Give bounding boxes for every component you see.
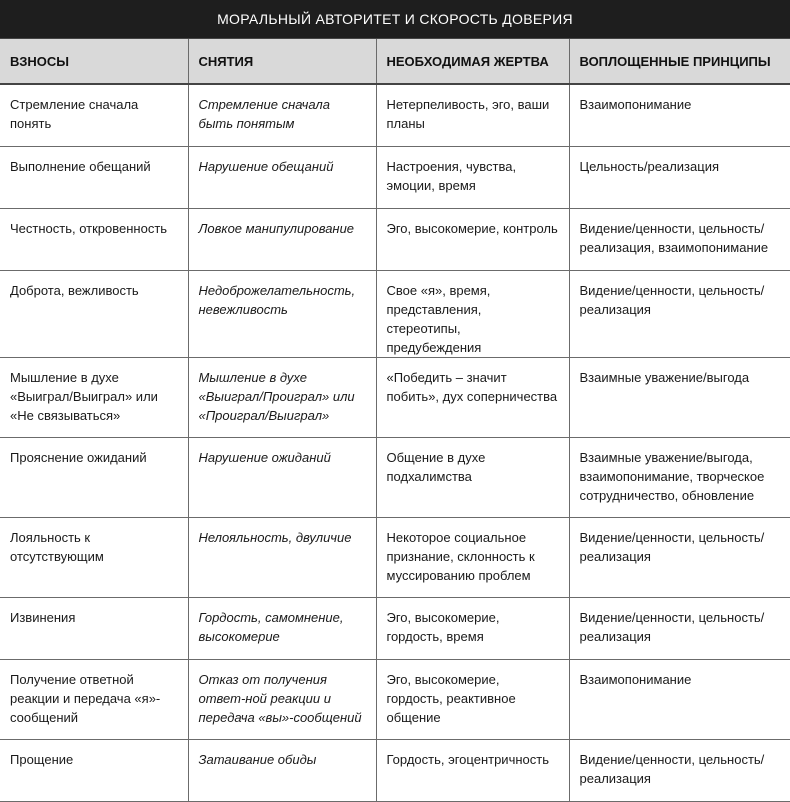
deposit-cell: Получение ответной реакции и передача «я»-сообщений — [0, 659, 188, 739]
principle-cell: Видение/ценности, цельность/ реализация — [569, 597, 790, 659]
withdrawal-cell: Гордость, самомнение, высокомерие — [188, 597, 376, 659]
principle-cell: Взаимные уважение/выгода — [569, 357, 790, 437]
sacrifice-cell: Настроения, чувства, эмоции, время — [376, 146, 569, 208]
deposit-cell: Извинения — [0, 597, 188, 659]
withdrawal-cell: Стремление сначала быть понятым — [188, 84, 376, 146]
sacrifice-cell: Эго, высокомерие, гордость, время — [376, 597, 569, 659]
table-title: МОРАЛЬНЫЙ АВТОРИТЕТ И СКОРОСТЬ ДОВЕРИЯ — [0, 0, 790, 38]
deposit-cell: Честность, откровенность — [0, 208, 188, 270]
header-sacrifice: НЕОБХОДИМАЯ ЖЕРТВА — [376, 39, 569, 85]
principle-cell: Видение/ценности, цельность/ реализация — [569, 517, 790, 597]
sacrifice-cell: «Победить – значит побить», дух соперничества — [376, 357, 569, 437]
sacrifice-cell: Некоторое социальное признание, склонность к муссированию проблем — [376, 517, 569, 597]
table-row — [0, 437, 790, 517]
withdrawal-cell: Ловкое манипулирование — [188, 208, 376, 270]
sacrifice-cell: Общение в духе подхалимства — [376, 437, 569, 517]
principle-cell: Видение/ценности, цельность/ реализация, взаимопонимание — [569, 208, 790, 270]
withdrawal-cell: Нарушение обещаний — [188, 146, 376, 208]
table-row — [0, 146, 790, 208]
header-row — [0, 39, 790, 85]
principle-cell: Взаимопонимание — [569, 659, 790, 739]
withdrawal-cell: Мышление в духе «Выиграл/Проиграл» или «Проиграл/Выиграл» — [188, 357, 376, 437]
sacrifice-cell: Эго, высокомерие, контроль — [376, 208, 569, 270]
table-row — [0, 357, 790, 437]
table-row — [0, 208, 790, 270]
principle-cell: Цельность/реализация — [569, 146, 790, 208]
table-row — [0, 659, 790, 739]
principle-cell: Взаимопонимание — [569, 84, 790, 146]
table-row — [0, 517, 790, 597]
deposit-cell: Мышление в духе «Выиграл/Выиграл» или «Не связываться» — [0, 357, 188, 437]
deposit-cell: Лояльность к отсутствующим — [0, 517, 188, 597]
withdrawal-cell: Недоброжелательность, невежливость — [188, 270, 376, 357]
table-row — [0, 270, 790, 357]
deposit-cell: Выполнение обещаний — [0, 146, 188, 208]
withdrawal-cell: Нелояльность, двуличие — [188, 517, 376, 597]
header-withdrawals: СНЯТИЯ — [188, 39, 376, 85]
table-body — [0, 84, 790, 801]
deposit-cell: Доброта, вежливость — [0, 270, 188, 357]
trust-table — [0, 38, 790, 802]
deposit-cell: Прощение — [0, 739, 188, 801]
table-row — [0, 597, 790, 659]
principle-cell: Видение/ценности, цельность/ реализация — [569, 739, 790, 801]
withdrawal-cell: Отказ от получения ответ-ной реакции и передача «вы»-сообщений — [188, 659, 376, 739]
sacrifice-cell: Гордость, эгоцентричность — [376, 739, 569, 801]
sacrifice-cell: Нетерпеливость, эго, ваши планы — [376, 84, 569, 146]
principle-cell: Видение/ценности, цельность/ реализация — [569, 270, 790, 357]
withdrawal-cell: Затаивание обиды — [188, 739, 376, 801]
table-row — [0, 84, 790, 146]
header-deposits: ВЗНОСЫ — [0, 39, 188, 85]
sacrifice-cell: Свое «я», время, представления, стереотипы, предубеждения — [376, 270, 569, 357]
deposit-cell: Стремление сначала понять — [0, 84, 188, 146]
header-principles: ВОПЛОЩЕННЫЕ ПРИНЦИПЫ — [569, 39, 790, 85]
sacrifice-cell: Эго, высокомерие, гордость, реактивное общение — [376, 659, 569, 739]
withdrawal-cell: Нарушение ожиданий — [188, 437, 376, 517]
deposit-cell: Прояснение ожиданий — [0, 437, 188, 517]
principle-cell: Взаимные уважение/выгода, взаимопонимание, творческое сотрудничество, обновление — [569, 437, 790, 517]
table-row — [0, 739, 790, 801]
